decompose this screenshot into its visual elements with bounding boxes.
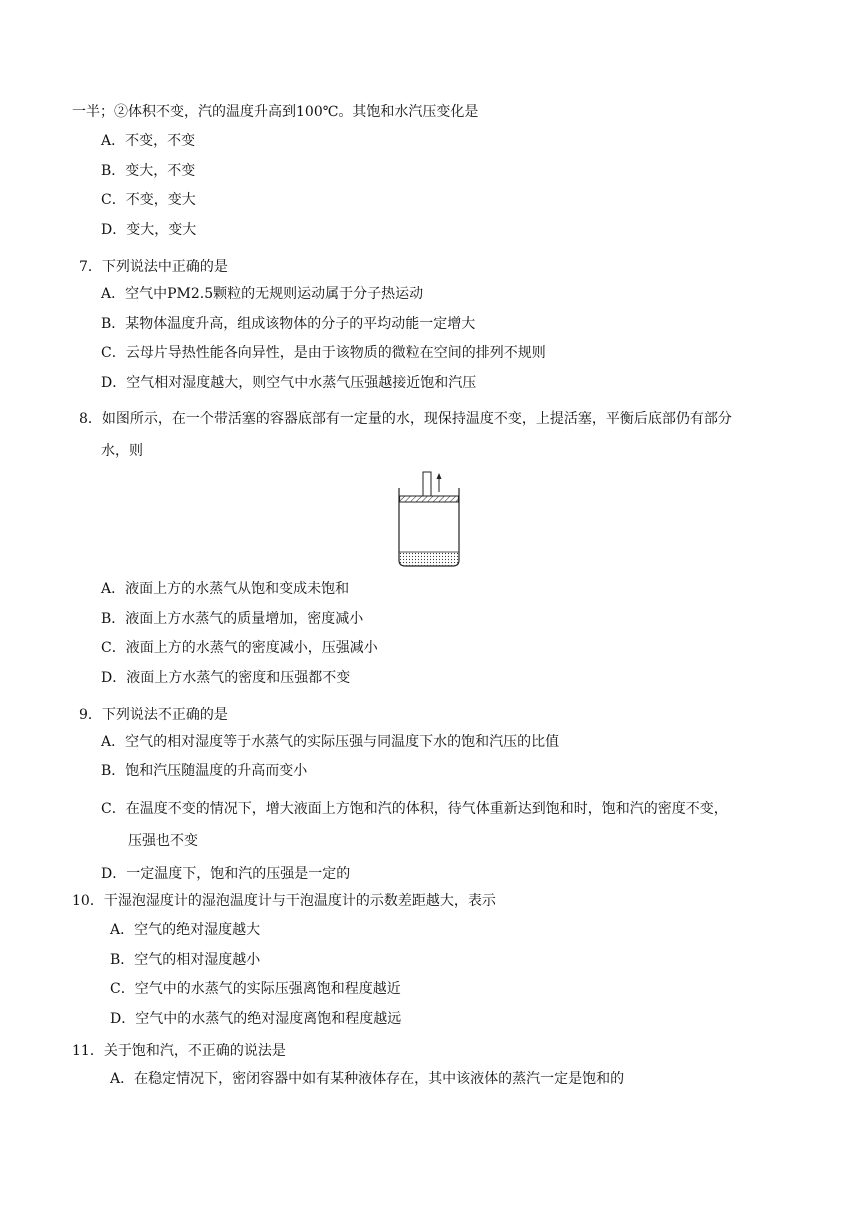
question-8-stem-continuation: 水，则 [101, 443, 143, 459]
question-9-option-a: A．空气的相对湿度等于水蒸气的实际压强与同温度下水的饱和汽压的比值 [101, 734, 560, 750]
water [400, 552, 459, 565]
piston [400, 496, 459, 502]
question-9-option-d: D．一定温度下，饱和汽的压强是一定的 [101, 866, 351, 882]
question-9-stem: 9．下列说法不正确的是 [79, 707, 228, 723]
piston-rod [423, 472, 431, 496]
question-7-option-d: D．空气相对湿度越大，则空气中水蒸气压强越接近饱和汽压 [101, 375, 477, 391]
question-8-option-c: C．液面上方的水蒸气的密度减小，压强减小 [101, 640, 378, 656]
question-10-option-a: A．空气的绝对湿度越大 [110, 922, 261, 938]
question-9-option-c: C．在温度不变的情况下，增大液面上方饱和汽的体积，待气体重新达到饱和时，饱和汽的密度不变， [101, 801, 728, 817]
question-8-option-b: B．液面上方水蒸气的质量增加，密度减小 [101, 611, 364, 627]
question-10-stem: 10．干湿泡湿度计的湿泡温度计与干泡温度计的示数差距越大，表示 [72, 893, 496, 909]
question-9-option-b: B．饱和汽压随温度的升高而变小 [101, 763, 308, 779]
question-10-option-b: B．空气的相对湿度越小 [110, 952, 261, 968]
question-6-option-c: C．不变，变大 [101, 192, 196, 208]
question-11-option-a: A．在稳定情况下，密闭容器中如有某种液体存在，其中该液体的蒸汽一定是饱和的 [110, 1071, 625, 1087]
question-8-stem: 8．如图所示，在一个带活塞的容器底部有一定量的水，现保持温度不变，上提活塞，平衡后底部仍有部分 [79, 411, 732, 427]
question-7-option-a: A．空气中PM2.5颗粒的无规则运动属于分子热运动 [101, 286, 424, 302]
question-9-option-c-continuation: 压强也不变 [128, 833, 198, 849]
question-6-continuation: 一半；②体积不变，汽的温度升高到100℃。其饱和水汽压变化是 [72, 104, 479, 120]
question-7-option-b: B．某物体温度升高，组成该物体的分子的平均动能一定增大 [101, 316, 476, 332]
question-11-stem: 11．关于饱和汽，不正确的说法是 [72, 1043, 286, 1059]
piston-container-with-water-diagram [393, 468, 465, 572]
question-6-option-a: A．不变，不变 [101, 133, 196, 149]
question-10-option-d: D．空气中的水蒸气的绝对湿度离饱和程度越远 [110, 1011, 402, 1027]
question-8-option-d: D．液面上方水蒸气的密度和压强都不变 [101, 670, 351, 686]
question-7-option-c: C．云母片导热性能各向异性，是由于该物质的微粒在空间的排列不规则 [101, 345, 546, 361]
question-6-option-d: D．变大，变大 [101, 222, 197, 238]
question-8-option-a: A．液面上方的水蒸气从饱和变成未饱和 [101, 581, 350, 597]
question-7-stem: 7．下列说法中正确的是 [79, 259, 228, 275]
question-6-option-b: B．变大，不变 [101, 163, 196, 179]
question-10-option-c: C．空气中的水蒸气的实际压强离饱和程度越近 [110, 981, 401, 997]
